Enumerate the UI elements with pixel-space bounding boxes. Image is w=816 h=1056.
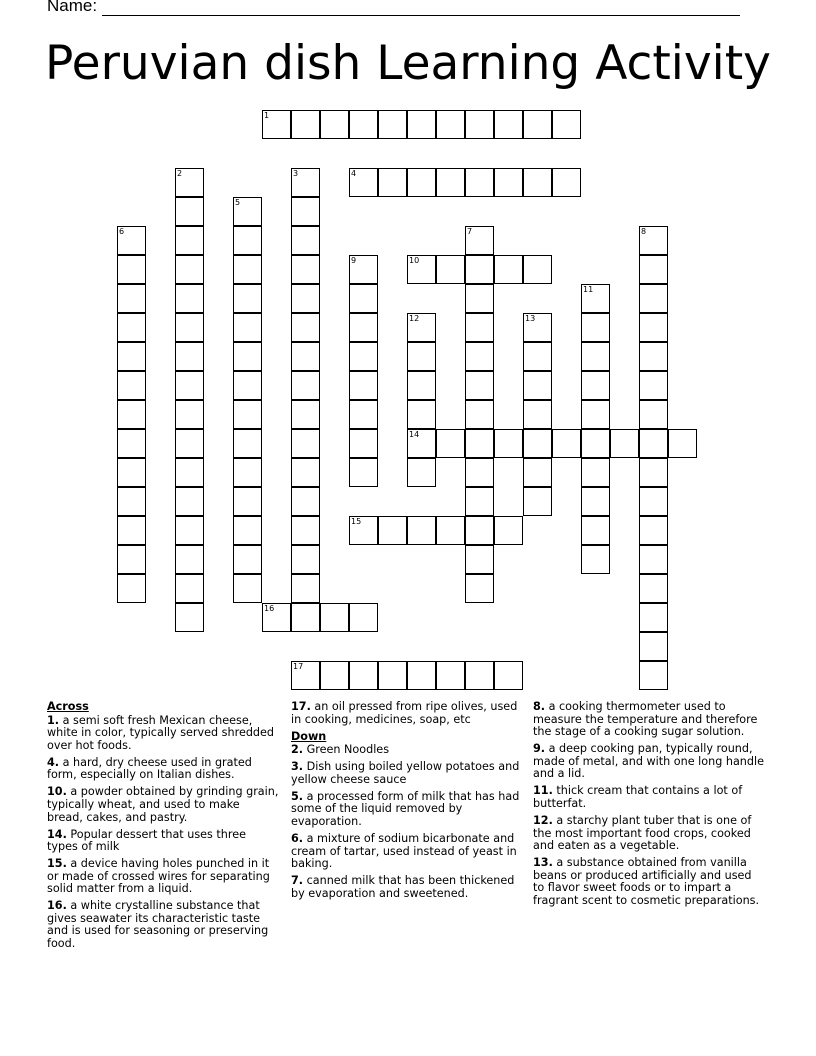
crossword-cell[interactable] — [523, 400, 552, 429]
clue-number: 3 — [293, 169, 299, 178]
crossword-cell[interactable] — [552, 168, 581, 197]
down-heading: Down — [291, 729, 327, 743]
crossword-cell[interactable] — [407, 516, 436, 545]
crossword-cell[interactable] — [465, 168, 494, 197]
crossword-cell[interactable] — [523, 458, 552, 487]
clue-item — [291, 833, 523, 871]
clue-number: 8 — [641, 227, 647, 236]
crossword-cell[interactable] — [436, 168, 465, 197]
crossword-cell[interactable] — [523, 342, 552, 371]
crossword-cell[interactable] — [465, 342, 494, 371]
clue-item-number: 1. — [47, 713, 60, 727]
crossword-cell[interactable] — [523, 255, 552, 284]
clue-item-number: 12. — [533, 813, 553, 827]
down-clue-list-continued — [533, 701, 765, 907]
clue-item — [291, 875, 523, 900]
crossword-cell[interactable] — [494, 516, 523, 545]
clue-item-number: 11. — [533, 784, 553, 798]
crossword-cell[interactable] — [349, 255, 378, 284]
crossword-cell[interactable] — [291, 226, 320, 255]
crossword-cell[interactable] — [639, 226, 668, 255]
crossword-cell[interactable] — [523, 110, 552, 139]
crossword-cell[interactable] — [378, 168, 407, 197]
crossword-cell[interactable] — [291, 574, 320, 603]
crossword-cell[interactable] — [233, 342, 262, 371]
clue-number: 15 — [351, 517, 362, 526]
crossword-cell[interactable] — [465, 255, 494, 284]
crossword-cell[interactable] — [378, 110, 407, 139]
crossword-cell[interactable] — [465, 574, 494, 603]
clue-item — [47, 757, 279, 782]
clue-number: 16 — [264, 604, 275, 613]
clue-number: 4 — [351, 169, 357, 178]
clue-item-number: 9. — [533, 742, 546, 756]
crossword-cell[interactable] — [175, 400, 204, 429]
clue-item — [533, 857, 765, 907]
clue-item-text: thick cream that contains a lot of butterfat. — [533, 784, 743, 810]
crossword-cell[interactable] — [581, 284, 610, 313]
crossword-cell[interactable] — [436, 661, 465, 690]
crossword-cell[interactable] — [581, 342, 610, 371]
clue-item-text: a mixture of sodium bicarbonate and cream of tartar, used instead of yeast in baking. — [291, 831, 517, 871]
crossword-cell[interactable] — [117, 255, 146, 284]
crossword-cell[interactable] — [639, 632, 668, 661]
crossword-cell[interactable] — [233, 458, 262, 487]
down-clue-list — [291, 744, 523, 900]
crossword-cell[interactable] — [320, 110, 349, 139]
clue-item-number: 16. — [47, 899, 67, 913]
crossword-cell[interactable] — [291, 371, 320, 400]
crossword-cell[interactable] — [436, 255, 465, 284]
crossword-cell[interactable] — [349, 429, 378, 458]
crossword-cell[interactable] — [494, 110, 523, 139]
clue-item — [291, 744, 523, 757]
clue-item-text: a cooking thermometer used to measure the temperature and therefore the stage of a cooking sugar solution. — [533, 700, 758, 739]
clue-number: 1 — [264, 111, 270, 120]
crossword-cell[interactable] — [175, 545, 204, 574]
crossword-cell[interactable] — [378, 661, 407, 690]
crossword-cell[interactable] — [117, 458, 146, 487]
crossword-cell[interactable] — [291, 197, 320, 226]
clue-item-text: a substance obtained from vanilla beans or produced artificially and used to flavor sweet foods or to impart a fragrant scent to cosmetic preparations. — [533, 856, 760, 907]
crossword-cell[interactable] — [175, 371, 204, 400]
clue-number: 12 — [409, 314, 420, 323]
crossword-cell[interactable] — [349, 371, 378, 400]
crossword-cell[interactable] — [581, 458, 610, 487]
crossword-cell[interactable] — [610, 429, 639, 458]
crossword-cell[interactable] — [494, 661, 523, 690]
crossword-cell[interactable] — [639, 400, 668, 429]
crossword-cell[interactable] — [465, 284, 494, 313]
crossword-cell[interactable] — [291, 284, 320, 313]
crossword-cell[interactable] — [494, 255, 523, 284]
clue-item — [47, 829, 279, 854]
crossword-cell[interactable] — [175, 458, 204, 487]
crossword-cell[interactable] — [639, 458, 668, 487]
clue-number: 5 — [235, 198, 241, 207]
crossword-cell[interactable] — [465, 429, 494, 458]
crossword-cell[interactable] — [407, 661, 436, 690]
clue-item-number: 4. — [47, 755, 60, 769]
across-clue-list-continued — [291, 701, 523, 726]
crossword-cell[interactable] — [581, 313, 610, 342]
crossword-cell[interactable] — [407, 400, 436, 429]
crossword-cell[interactable] — [639, 429, 668, 458]
crossword-cell[interactable] — [175, 313, 204, 342]
crossword-cell[interactable] — [349, 284, 378, 313]
crossword-cell[interactable] — [117, 400, 146, 429]
clue-item-number: 13. — [533, 856, 553, 870]
across-heading: Across — [47, 700, 89, 713]
clue-item-number: 7. — [291, 874, 304, 888]
crossword-cell[interactable] — [436, 110, 465, 139]
clue-column-2 — [291, 701, 523, 905]
crossword-cell[interactable] — [349, 110, 378, 139]
across-clue-list — [47, 715, 279, 951]
crossword-cell[interactable] — [465, 313, 494, 342]
crossword-cell[interactable] — [581, 487, 610, 516]
clue-item-number: 5. — [291, 789, 304, 803]
crossword-cell[interactable] — [175, 574, 204, 603]
crossword-cell[interactable] — [552, 110, 581, 139]
crossword-cell[interactable] — [175, 168, 204, 197]
clue-item-number: 3. — [291, 760, 304, 774]
name-field[interactable] — [47, 0, 740, 16]
clue-item-number: 2. — [291, 743, 304, 757]
crossword-cell[interactable] — [494, 429, 523, 458]
clue-item-number: 15. — [47, 857, 67, 871]
clue-item — [47, 786, 279, 824]
crossword-cell[interactable] — [291, 342, 320, 371]
crossword-cell[interactable] — [407, 342, 436, 371]
crossword-cell[interactable] — [117, 429, 146, 458]
crossword-cell[interactable] — [349, 400, 378, 429]
clue-item-text: Popular dessert that uses three types of milk — [47, 827, 247, 854]
crossword-cell[interactable] — [349, 661, 378, 690]
clue-number: 6 — [119, 227, 125, 236]
clue-item-text: canned milk that has been thickened by evaporation and sweetened. — [291, 874, 515, 900]
crossword-cell[interactable] — [117, 226, 146, 255]
crossword-cell[interactable] — [291, 661, 320, 690]
crossword-cell[interactable] — [233, 574, 262, 603]
clue-item — [533, 701, 765, 739]
crossword-cell[interactable] — [175, 226, 204, 255]
crossword-cell[interactable] — [465, 661, 494, 690]
crossword-cell[interactable] — [465, 545, 494, 574]
crossword-cell[interactable] — [639, 661, 668, 690]
page-title: Peruvian dish Learning Activity — [45, 36, 771, 91]
crossword-cell[interactable] — [262, 603, 291, 632]
clue-item — [533, 743, 765, 781]
clue-item — [47, 858, 279, 896]
crossword-cell[interactable] — [465, 516, 494, 545]
crossword-cell[interactable] — [668, 429, 697, 458]
crossword-cell[interactable] — [291, 487, 320, 516]
clue-item — [533, 785, 765, 810]
crossword-cell[interactable] — [523, 487, 552, 516]
crossword-cell[interactable] — [378, 516, 407, 545]
clue-column-1 — [47, 701, 279, 955]
crossword-cell[interactable] — [233, 516, 262, 545]
clue-item — [291, 761, 523, 786]
crossword-cell[interactable] — [407, 255, 436, 284]
crossword-cell[interactable] — [117, 574, 146, 603]
clue-item-text: a hard, dry cheese used in grated form, especially on Italian dishes. — [47, 755, 252, 782]
crossword-cell[interactable] — [175, 487, 204, 516]
crossword-cell[interactable] — [639, 603, 668, 632]
crossword-cell[interactable] — [291, 458, 320, 487]
crossword-cell[interactable] — [233, 371, 262, 400]
clue-item — [291, 701, 523, 726]
crossword-cell[interactable] — [407, 313, 436, 342]
crossword-cell[interactable] — [320, 603, 349, 632]
crossword-cell[interactable] — [465, 400, 494, 429]
crossword-cell[interactable] — [291, 168, 320, 197]
crossword-cell[interactable] — [175, 603, 204, 632]
crossword-cell[interactable] — [233, 545, 262, 574]
clue-item-text: a processed form of milk that has had some of the liquid removed by evaporation. — [291, 789, 520, 828]
crossword-cell[interactable] — [581, 516, 610, 545]
crossword-cell[interactable] — [291, 255, 320, 284]
crossword-cell[interactable] — [639, 313, 668, 342]
crossword-cell[interactable] — [465, 371, 494, 400]
clue-item-text: a semi soft fresh Mexican cheese, white in color, typically served shredded over hot foods. — [47, 713, 275, 752]
crossword-cell[interactable] — [639, 371, 668, 400]
clue-number: 10 — [409, 256, 420, 265]
crossword-cell[interactable] — [465, 226, 494, 255]
name-label: Name: — [47, 0, 98, 15]
crossword-cell[interactable] — [523, 313, 552, 342]
crossword-cell[interactable] — [233, 400, 262, 429]
crossword-cell[interactable] — [175, 255, 204, 284]
crossword-cell[interactable] — [117, 313, 146, 342]
clue-item-text: Dish using boiled yellow potatoes and yellow cheese sauce — [291, 760, 520, 786]
crossword-cell[interactable] — [407, 168, 436, 197]
crossword-cell[interactable] — [291, 429, 320, 458]
clue-column-3 — [533, 701, 765, 912]
crossword-cell[interactable] — [291, 400, 320, 429]
crossword-cell[interactable] — [465, 487, 494, 516]
clue-number: 17 — [293, 662, 304, 671]
crossword-cell[interactable] — [349, 342, 378, 371]
crossword-cell[interactable] — [581, 429, 610, 458]
clue-item-text: a deep cooking pan, typically round, made of metal, and with one long handle and a lid. — [533, 742, 764, 781]
clue-item-text: Green Noodles — [306, 743, 390, 757]
crossword-cell[interactable] — [639, 574, 668, 603]
crossword-cell[interactable] — [175, 429, 204, 458]
crossword-cell[interactable] — [262, 110, 291, 139]
crossword-cell[interactable] — [639, 516, 668, 545]
clue-number: 9 — [351, 256, 357, 265]
clue-item-number: 8. — [533, 700, 546, 713]
crossword-cell[interactable] — [407, 429, 436, 458]
clue-item — [47, 900, 279, 950]
crossword-cell[interactable] — [639, 255, 668, 284]
crossword-cell[interactable] — [523, 429, 552, 458]
crossword-cell[interactable] — [523, 371, 552, 400]
crossword-cell[interactable] — [320, 661, 349, 690]
crossword-cell[interactable] — [639, 342, 668, 371]
crossword-cell[interactable] — [465, 458, 494, 487]
crossword-cell[interactable] — [523, 168, 552, 197]
crossword-cell[interactable] — [233, 487, 262, 516]
crossword-cell[interactable] — [436, 429, 465, 458]
clue-item-text: a device having holes punched in it or made of crossed wires for separating solid matter from a liquid. — [47, 857, 270, 896]
crossword-cell[interactable] — [175, 197, 204, 226]
crossword-cell[interactable] — [639, 487, 668, 516]
name-underline[interactable] — [102, 0, 740, 16]
crossword-cell[interactable] — [407, 371, 436, 400]
clue-item-text: a white crystalline substance that gives seawater its characteristic taste and is used for seasoning or preserving food. — [47, 899, 269, 951]
crossword-cell[interactable] — [233, 197, 262, 226]
clue-item-text: an oil pressed from ripe olives, used in cooking, medicines, soap, etc — [291, 700, 518, 726]
crossword-cell[interactable] — [291, 313, 320, 342]
clue-item-number: 10. — [47, 785, 67, 799]
crossword-cell[interactable] — [117, 487, 146, 516]
crossword-cell[interactable] — [494, 168, 523, 197]
clue-number: 7 — [467, 227, 473, 236]
crossword-cell[interactable] — [233, 255, 262, 284]
crossword-cell[interactable] — [291, 110, 320, 139]
crossword-cell[interactable] — [291, 516, 320, 545]
clue-item-text: a starchy plant tuber that is one of the most important food crops, cooked and eaten as a vegetable. — [533, 813, 752, 853]
crossword-cell[interactable] — [581, 371, 610, 400]
crossword-cell[interactable] — [233, 313, 262, 342]
clue-number: 11 — [583, 285, 594, 294]
clue-item-number: 14. — [47, 827, 67, 841]
crossword-cell[interactable] — [117, 284, 146, 313]
crossword-cell[interactable] — [117, 516, 146, 545]
clue-item — [291, 791, 523, 829]
crossword-cell[interactable] — [552, 429, 581, 458]
crossword-cell[interactable] — [349, 603, 378, 632]
crossword-cell[interactable] — [436, 516, 465, 545]
crossword-cell[interactable] — [349, 458, 378, 487]
clue-item-text: a powder obtained by grinding grain, typically wheat, and used to make bread, cakes, and pastry. — [47, 785, 279, 824]
crossword-cell[interactable] — [175, 284, 204, 313]
crossword-cell[interactable] — [639, 284, 668, 313]
crossword-cell[interactable] — [233, 429, 262, 458]
crossword-cell[interactable] — [117, 371, 146, 400]
crossword-cell[interactable] — [175, 342, 204, 371]
clue-item — [533, 815, 765, 853]
crossword-cell[interactable] — [581, 400, 610, 429]
crossword-cell[interactable] — [175, 516, 204, 545]
crossword-cell[interactable] — [639, 545, 668, 574]
crossword-cell[interactable] — [349, 313, 378, 342]
clue-item — [47, 715, 279, 753]
crossword-cell[interactable] — [291, 603, 320, 632]
crossword-cell[interactable] — [465, 110, 494, 139]
crossword-cell[interactable] — [233, 284, 262, 313]
crossword-cell[interactable] — [349, 516, 378, 545]
crossword-cell[interactable] — [291, 545, 320, 574]
crossword-cell[interactable] — [117, 342, 146, 371]
crossword-cell[interactable] — [407, 458, 436, 487]
clue-number: 13 — [525, 314, 536, 323]
clue-number: 2 — [177, 169, 183, 178]
clue-item-number: 6. — [291, 831, 304, 845]
clue-number: 14 — [409, 430, 420, 439]
clue-item-number: 17. — [291, 700, 311, 713]
crossword-cell[interactable] — [117, 545, 146, 574]
crossword-cell[interactable] — [233, 226, 262, 255]
crossword-cell[interactable] — [581, 545, 610, 574]
crossword-cell[interactable] — [349, 168, 378, 197]
crossword-cell[interactable] — [407, 110, 436, 139]
